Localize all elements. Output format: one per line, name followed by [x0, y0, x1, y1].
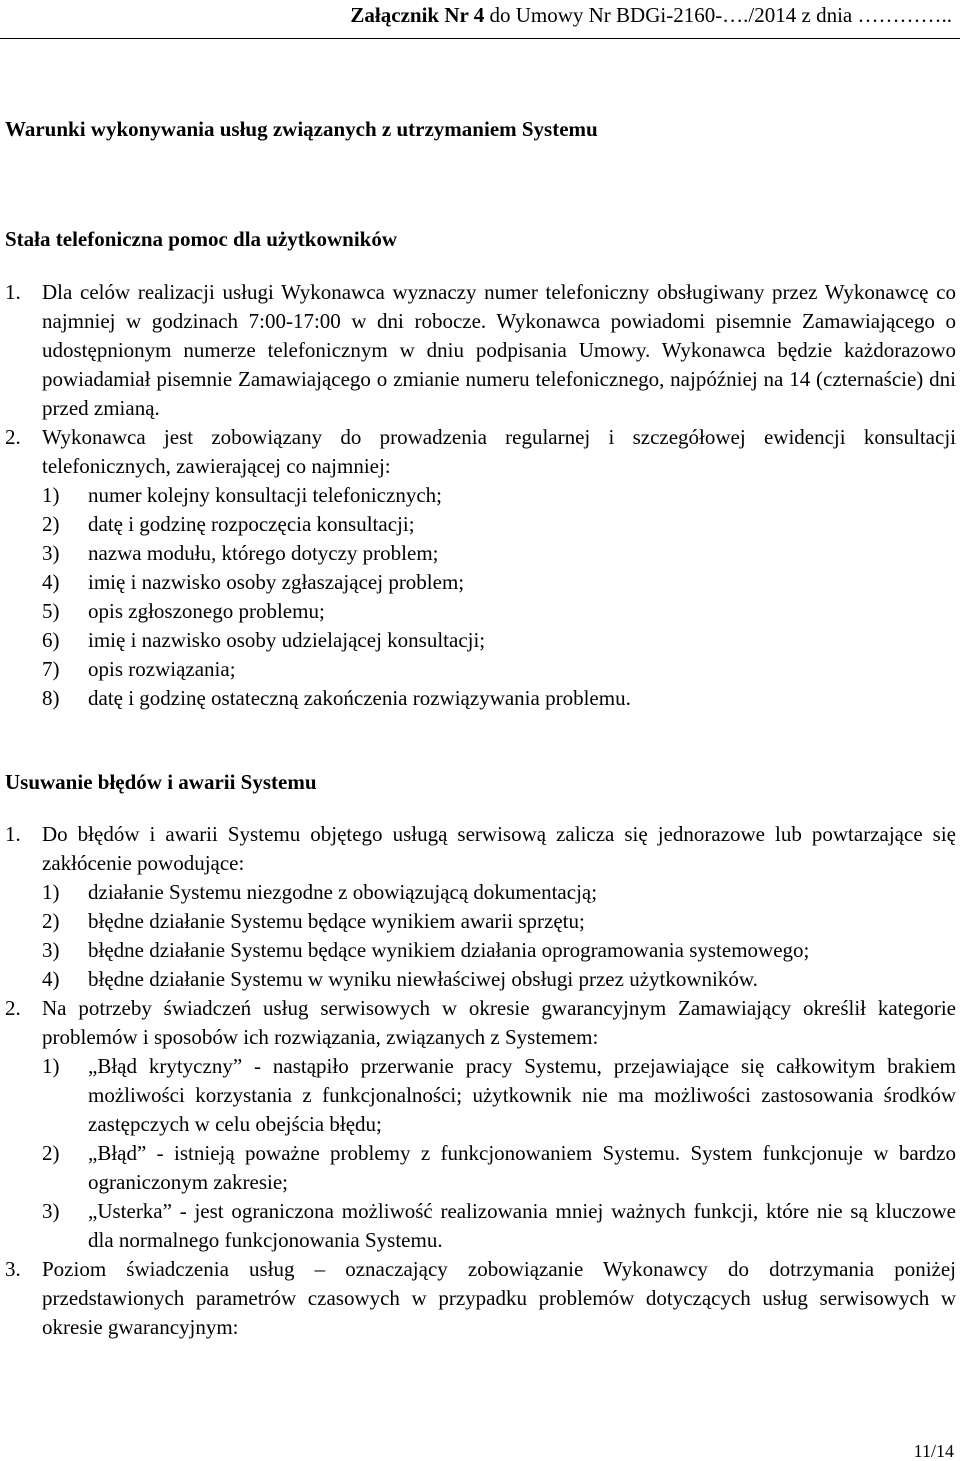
document-title: Warunki wykonywania usług związanych z utrzymaniem Systemu: [5, 117, 598, 141]
list-item-text: działanie Systemu niezgodne z obowiązującą dokumentacją;: [88, 880, 598, 904]
paragraph-number: 1.: [5, 822, 21, 846]
list-item-text: opis zgłoszonego problemu;: [88, 599, 325, 623]
list-item: [42, 907, 956, 936]
list-item: [42, 878, 956, 907]
list-item-text: błędne działanie Systemu w wyniku niewłaściwej obsługi przez użytkowników.: [88, 967, 758, 991]
list-item-number: 1): [42, 483, 60, 507]
section-errors-body: [5, 820, 956, 1342]
list-item: [42, 481, 956, 510]
paragraph-number: 2.: [5, 425, 21, 449]
list-item-number: 5): [42, 599, 60, 623]
paragraph-number: 3.: [5, 1257, 21, 1281]
list-item-text: datę i godzinę rozpoczęcia konsultacji;: [88, 512, 415, 536]
paragraph: [5, 1255, 956, 1342]
list-item-text: datę i godzinę ostateczną zakończenia rozwiązywania problemu.: [88, 686, 631, 710]
paragraph-text: Dla celów realizacji usługi Wykonawca wyznaczy numer telefoniczny obsługiwany przez Wykonawcę co najmniej w godzinach 7:00-17:00 w dni robocze. Wykonawca powiadomi pisemnie Zamawiającego o udostępnionym numerze telefonicznym w dniu podpisania Umowy. Wykonawca będzie każdorazowo powiadamiał pisemnie Zamawiającego o zmianie numeru telefonicznego, najpóźniej na 14 (czternaście) dni przed zmianą.: [42, 280, 956, 420]
list-item-text: nazwa modułu, którego dotyczy problem;: [88, 541, 439, 565]
paragraph-text: Wykonawca jest zobowiązany do prowadzenia regularnej i szczegółowej ewidencji konsultacji telefonicznych, zawierającej co najmniej:: [42, 425, 956, 478]
list-item: [42, 568, 956, 597]
contract-reference: do Umowy Nr BDGi-2160-…./2014 z dnia …………..: [484, 3, 952, 27]
paragraph-number: 2.: [5, 996, 21, 1020]
list-item: [42, 1052, 956, 1139]
list-item: [42, 1197, 956, 1255]
paragraph: [5, 994, 956, 1255]
paragraph: [5, 278, 956, 423]
list-item-number: 3): [42, 1199, 60, 1223]
header-divider: [0, 38, 960, 39]
list-item-text: „Błąd krytyczny” - nastąpiło przerwanie pracy Systemu, przejawiające się całkowitym brakiem możliwości korzystania z funkcjonalności; użytkownik nie ma możliwości zastosowania środków zastępczych w celu obejścia błędu;: [88, 1054, 956, 1136]
list-item-text: błędne działanie Systemu będące wynikiem awarii sprzętu;: [88, 909, 585, 933]
paragraph: [5, 820, 956, 994]
list-item-text: „Błąd” - istnieją poważne problemy z funkcjonowaniem Systemu. System funkcjonuje w bardzo ograniczonym zakresie;: [88, 1141, 956, 1194]
attachment-header: [0, 2, 952, 28]
list-item-text: błędne działanie Systemu będące wynikiem działania oprogramowania systemowego;: [88, 938, 810, 962]
section-heading-errors: Usuwanie błędów i awarii Systemu: [5, 770, 317, 794]
list-item-number: 8): [42, 686, 60, 710]
list-item: [42, 965, 956, 994]
list-item-number: 3): [42, 938, 60, 962]
list-item: [42, 510, 956, 539]
section-helpdesk-body: [5, 278, 956, 713]
list-item-text: „Usterka” - jest ograniczona możliwość realizowania mniej ważnych funkcji, które nie są kluczowe dla normalnego funkcjonowania Systemu.: [88, 1199, 956, 1252]
paragraph-text: Do błędów i awarii Systemu objętego usługą serwisową zalicza się jednorazowe lub powtarzające się zakłócenie powodujące:: [42, 822, 956, 875]
list-item: [42, 655, 956, 684]
list-item-text: imię i nazwisko osoby udzielającej konsultacji;: [88, 628, 486, 652]
list-item-number: 7): [42, 657, 60, 681]
list-item-text: opis rozwiązania;: [88, 657, 236, 681]
list-item-number: 4): [42, 570, 60, 594]
list-item: [42, 539, 956, 568]
list-item: [42, 597, 956, 626]
list-item-number: 2): [42, 1141, 60, 1165]
list-item-number: 6): [42, 628, 60, 652]
list-item-number: 1): [42, 1054, 60, 1078]
list-item: [42, 684, 956, 713]
paragraph-text: Na potrzeby świadczeń usług serwisowych w okresie gwarancyjnym Zamawiający określił kategorie problemów i sposobów ich rozwiązania, związanych z Systemem:: [42, 996, 956, 1049]
list-item-number: 1): [42, 880, 60, 904]
list-item-text: imię i nazwisko osoby zgłaszającej problem;: [88, 570, 465, 594]
list-item: [42, 626, 956, 655]
list-item-number: 2): [42, 909, 60, 933]
list-item: [42, 936, 956, 965]
list-item-number: 2): [42, 512, 60, 536]
list-item: [42, 1139, 956, 1197]
paragraph: [5, 423, 956, 713]
attachment-number: Załącznik Nr 4: [350, 3, 485, 27]
paragraph-number: 1.: [5, 280, 21, 304]
list-item-number: 3): [42, 541, 60, 565]
page-number: 11/14: [913, 1441, 954, 1461]
list-item-text: numer kolejny konsultacji telefonicznych;: [88, 483, 442, 507]
list-item-number: 4): [42, 967, 60, 991]
paragraph-text: Poziom świadczenia usług – oznaczający zobowiązanie Wykonawcy do dotrzymania poniżej przedstawionych parametrów czasowych w przypadku problemów dotyczących usług serwisowych w okresie gwarancyjnym:: [42, 1257, 956, 1339]
section-heading-helpdesk: Stała telefoniczna pomoc dla użytkowników: [5, 227, 398, 251]
